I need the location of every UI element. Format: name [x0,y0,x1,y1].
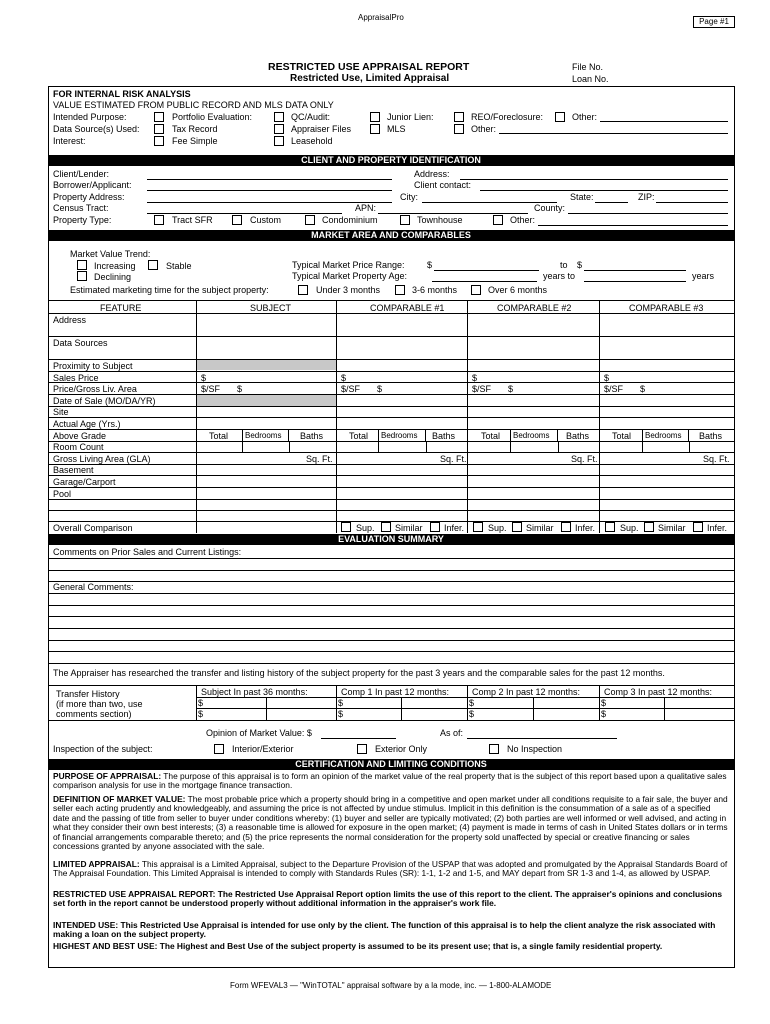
grid-row-line [48,336,735,337]
room-sub-line [689,441,690,452]
reo-label: REO/Foreclosure: [471,112,544,122]
condominium-label: Condominium [322,215,378,225]
report-subtitle: Restricted Use, Limited Appraisal [290,73,450,84]
limited-paragraph [53,860,729,879]
comp1-12-label: Comp 1 In past 12 months: [341,687,450,697]
zip-field[interactable] [656,202,728,203]
townhouse-label: Townhouse [417,215,463,225]
transfer-line [196,708,735,709]
transfer-line [48,685,735,686]
appraiser-files-checkbox[interactable] [274,124,284,134]
apn-label: APN: [355,203,377,213]
stable-checkbox[interactable] [148,260,158,270]
comp1-per-sf-dollar: $ [377,384,383,394]
comp1-per-sf: $/SF [341,384,361,394]
comment-line [48,605,735,606]
row-label: Sales Price [53,373,99,383]
comment-line [48,663,735,664]
as-of-field[interactable] [467,738,617,739]
client-address-field[interactable] [460,179,728,180]
grid-row-line [48,382,735,383]
frame-left [48,86,49,968]
other-type-field[interactable] [538,225,728,226]
under-3-checkbox[interactable] [298,285,308,295]
subject-baths: Baths [300,431,324,441]
row-label: Price/Gross Liv. Area [53,384,137,394]
comp3-similar: Similar [658,523,686,533]
tax-record-label: Tax Record [172,124,218,134]
exterior-only-label: Exterior Only [375,744,428,754]
stable-label: Stable [166,261,192,271]
comp1-transfer-dollar-2: $ [338,709,344,719]
room-sub-line [378,441,379,452]
other-source-label: Other: [471,124,497,134]
interior-exterior-checkbox[interactable] [214,744,224,754]
comp3-per-sf: $/SF [604,384,624,394]
comp1-sales-dollar: $ [341,373,347,383]
comment-line [48,570,735,571]
comp2-baths: Baths [566,431,590,441]
transfer-col-line [336,685,337,720]
city-label: City: [400,192,418,202]
leasehold-checkbox[interactable] [274,136,284,146]
comp3-sales-dollar: $ [604,373,610,383]
room-sub-line [289,441,290,452]
qc-audit-label: QC/Audit: [291,112,331,122]
subject-bedrooms: Bedrooms [245,431,282,440]
comp1-similar-checkbox[interactable] [381,522,391,532]
property-age-label: Typical Market Property Age: [292,271,408,281]
other-purpose-checkbox[interactable] [555,112,565,122]
subject-proximity-shade [197,360,336,370]
comp1-total: Total [349,431,369,441]
transfer-history-note2: comments section) [56,709,132,719]
comp3-sqft: Sq. Ft. [703,454,730,464]
risk-heading: FOR INTERNAL RISK ANALYSIS [53,89,191,99]
room-sub-line [510,441,511,452]
comment-line [48,640,735,641]
definition-paragraph [53,795,729,851]
col-feature: FEATURE [100,303,142,313]
comp1-baths: Baths [432,431,456,441]
purpose-text: The purpose of this appraisal is to form an opinion of the market value of the real property that is the subject of this report based upon a qualitative sales comparison analysis for use in the mortgage finance transaction. [53,771,727,791]
comp2-similar: Similar [526,523,554,533]
property-address-label: Property Address: [53,192,125,202]
census-tract-field[interactable] [147,213,342,214]
3-6-months-label: 3-6 months [412,285,458,295]
comp1-transfer-dollar-1: $ [338,698,344,708]
room-sub-line [426,441,427,452]
row-label: Overall Comparison [53,523,133,533]
comp2-bedrooms: Bedrooms [513,431,550,440]
declining-checkbox[interactable] [77,271,87,281]
custom-label: Custom [250,215,282,225]
grid-row-line [48,417,735,418]
comp2-sup: Sup. [488,523,507,533]
qc-audit-checkbox[interactable] [274,112,284,122]
row-label: Date of Sale (MO/DA/YR) [53,396,156,406]
townhouse-checkbox[interactable] [400,215,410,225]
frame-bottom [48,967,735,968]
certification-section-header: CERTIFICATION AND LIMITING CONDITIONS [48,759,734,770]
grid-row-line [48,464,735,465]
comp1-bedrooms: Bedrooms [381,431,418,440]
comp3-12-label: Comp 3 In past 12 months: [604,687,713,697]
value-estimated-note: VALUE ESTIMATED FROM PUBLIC RECORD AND MLS DATA ONLY [53,100,334,110]
transfer-line [48,720,735,721]
other-type-label: Other: [510,215,536,225]
comp3-transfer-dollar-2: $ [601,709,607,719]
row-label: Above Grade [53,431,107,441]
grid-row-line [48,359,735,360]
age-high-field[interactable] [584,281,686,282]
loan-no-label: Loan No. [572,74,609,84]
age-low-field[interactable] [432,281,537,282]
report-title: RESTRICTED USE APPRAISAL REPORT [268,61,470,73]
transfer-sub-line [664,697,665,720]
reo-checkbox[interactable] [454,112,464,122]
row-label: Pool [53,489,72,499]
subject-transfer-dollar-2: $ [198,709,204,719]
zip-label: ZIP: [638,192,655,202]
comp1-sup-checkbox[interactable] [341,522,351,532]
col-comp1: COMPARABLE #1 [370,303,445,313]
subject-total: Total [209,431,229,441]
col-subject: SUBJECT [250,303,292,313]
comp1-sup: Sup. [356,523,375,533]
market-section-header: MARKET AREA AND COMPARABLES [48,230,734,241]
age-years-to: years to [543,271,576,281]
comp3-sup: Sup. [620,523,639,533]
increasing-checkbox[interactable] [77,260,87,270]
intended-purpose-label: Intended Purpose: [53,112,127,122]
limited-text: This appraisal is a Limited Appraisal, subject to the Departure Provision of the USPAP that was adopted and promulgated by the Appraisal Standards Board of The Appraisal Foundation. This Limited Appraisal is intended to comply with Standards Rules (SR): 1-1, 1-2 and 1-5, and MAY depart from SR 1-3 and 1-4, as allowed by USPAP. [53,859,728,879]
comp2-transfer-dollar-1: $ [469,698,475,708]
subject-date-shade [197,395,336,406]
frame-top [48,86,735,87]
opinion-label: Opinion of Market Value: $ [206,728,312,738]
client-contact-field[interactable] [480,190,728,191]
as-of-label: As of: [440,728,464,738]
file-no-label: File No. [572,62,604,72]
room-sub-line [558,441,559,452]
row-label: Basement [53,465,94,475]
client-lender-field[interactable] [147,179,392,180]
comp2-total: Total [481,431,501,441]
transfer-col-line [196,685,197,720]
subject-sales-dollar: $ [201,373,207,383]
price-range-high-field[interactable] [584,270,686,271]
row-label: Room Count [53,442,104,452]
comp2-sales-dollar: $ [472,373,478,383]
comp1-similar: Similar [395,523,423,533]
other-type-checkbox[interactable] [493,215,503,225]
over-6-label: Over 6 months [488,285,548,295]
comp2-12-label: Comp 2 In past 12 months: [472,687,581,697]
subject-transfer-dollar-1: $ [198,698,204,708]
grid-row-line [48,406,735,407]
transfer-sub-line [401,697,402,720]
tract-sfr-label: Tract SFR [172,215,213,225]
junior-lien-label: Junior Lien: [387,112,434,122]
row-label: Site [53,407,69,417]
county-field[interactable] [568,213,728,214]
other-purpose-field[interactable] [600,121,728,122]
subject-per-sf: $/SF [201,384,221,394]
interest-label: Interest: [53,136,86,146]
row-label: Actual Age (Yrs.) [53,419,121,429]
price-range-low-field[interactable] [434,270,539,271]
comp3-transfer-dollar-1: $ [601,698,607,708]
grid-row-line [48,452,735,453]
purpose-label: PURPOSE OF APPRAISAL: [53,771,162,781]
3-6-months-checkbox[interactable] [395,285,405,295]
other-source-checkbox[interactable] [454,124,464,134]
condominium-checkbox[interactable] [305,215,315,225]
client-contact-label: Client contact: [414,180,472,190]
subject-sqft: Sq. Ft. [306,454,333,464]
no-inspection-label: No Inspection [507,744,563,754]
comp2-transfer-dollar-2: $ [469,709,475,719]
col-comp3: COMPARABLE #3 [629,303,704,313]
comp2-similar-checkbox[interactable] [512,522,522,532]
definition-text: The most probable price which a property should bring in a competitive and open market under all conditions requisite to a fair sale, the buyer and seller each acting prudently and knowledgeably, and assuming the price is not affected by undue stimulus. Implicit in this definition is the consummation of a sale as of a specified date and the passing of title from seller to buyer under conditions whereby: (1) buyer and seller are typically motivated; (2) both parties are well informed or well advised, and acting in what they consider their own best interests; (3) a reasonable time is allowed for exposure in the open market; (4) payment is made in terms of cash in United States dollars or in terms of financial arrangements comparable thereto; and (5) the price represents the normal consideration for the property sold unaffected by special or creative financing or sales concessions granted by anyone associated with the sale. [53,794,728,852]
census-tract-label: Census Tract: [53,203,109,213]
app-name: AppraisalPro [358,13,404,22]
row-label: Data Sources [53,338,108,348]
comp3-infer: Infer. [707,523,728,533]
grid-row-line [48,521,735,522]
borrower-field[interactable] [147,190,392,191]
evaluation-section-header: EVALUATION SUMMARY [48,534,734,545]
subject-36-label: Subject In past 36 months: [201,687,308,697]
row-label: Gross Living Area (GLA) [53,454,151,464]
grid-row-line [48,441,735,442]
grid-header-line [48,313,735,314]
prior-sales-label: Comments on Prior Sales and Current Listings: [53,547,242,557]
price-range-dollar: $ [427,260,433,270]
marketing-time-label: Estimated marketing time for the subject property: [70,285,269,295]
portfolio-checkbox[interactable] [154,112,164,122]
appraiser-files-label: Appraiser Files [291,124,352,134]
restricted-paragraph: RESTRICTED USE APPRAISAL REPORT: The Restricted Use Appraisal Report option limits the use of this report to the client. The appraiser's opinions and conclusions set forth in the report cannot be understood properly without additional information in the appraiser's work file. [53,889,722,909]
price-range-to: to [560,260,568,270]
tax-record-checkbox[interactable] [154,124,164,134]
county-label: County: [534,203,566,213]
grid-row-line [48,475,735,476]
highest-best-use-paragraph: HIGHEST AND BEST USE: The Highest and Best Use of the subject property is assumed to be its present use; that is, a single family residential property. [53,941,663,951]
mls-label: MLS [387,124,406,134]
state-field[interactable] [595,202,628,203]
no-inspection-checkbox[interactable] [489,744,499,754]
limited-label: LIMITED APPRAISAL: [53,859,140,869]
declining-label: Declining [94,272,132,282]
comment-line [48,593,735,594]
transfer-col-line [599,685,600,720]
row-label: Address [53,315,87,325]
transfer-history-note1: (if more than two, use [56,699,143,709]
opinion-value-field[interactable] [321,738,396,739]
comment-line [48,651,735,652]
page-number: Page #1 [693,16,735,28]
client-lender-label: Client/Lender: [53,169,110,179]
comp2-per-sf-dollar: $ [508,384,514,394]
fee-simple-checkbox[interactable] [154,136,164,146]
client-address-label: Address: [414,169,450,179]
transfer-sub-line [266,697,267,720]
comp1-infer-checkbox[interactable] [430,522,440,532]
grid-row-line [48,487,735,488]
comp3-similar-checkbox[interactable] [644,522,654,532]
transfer-col-line [467,685,468,720]
junior-lien-checkbox[interactable] [370,112,380,122]
price-range-dollar2: $ [577,260,583,270]
tract-sfr-checkbox[interactable] [154,215,164,225]
comp2-infer: Infer. [575,523,596,533]
age-years: years [692,271,715,281]
room-sub-line [642,441,643,452]
general-comments-label: General Comments: [53,582,134,592]
row-label: Proximity to Subject [53,361,133,371]
comp1-sqft: Sq. Ft. [440,454,467,464]
data-sources-label: Data Source(s) Used: [53,124,140,134]
comp2-sup-checkbox[interactable] [473,522,483,532]
portfolio-label: Portfolio Evaluation: [172,112,253,122]
client-section-header: CLIENT AND PROPERTY IDENTIFICATION [48,155,734,166]
comp2-infer-checkbox[interactable] [561,522,571,532]
room-sub-line [242,441,243,452]
intended-use-paragraph: INTENDED USE: This Restricted Use Appraisal is intended for use only by the client. The function of this appraisal is to help the client analyze the risk associated with making a loan on the subject property. [53,920,716,940]
research-statement: The Appraiser has researched the transfer and listing history of the subject property for the past 3 years and the comparable sales for the past 12 months. [53,668,665,678]
transfer-sub-line [533,697,534,720]
comp3-total: Total [612,431,632,441]
comp3-sup-checkbox[interactable] [605,522,615,532]
increasing-label: Increasing [94,261,136,271]
state-label: State: [570,192,594,202]
other-purpose-label: Other: [572,112,598,122]
form-footer: Form WFEVAL3 — "WinTOTAL" appraisal software by a la mode, inc. — 1-800-ALAMODE [230,981,552,990]
apn-field[interactable] [378,213,528,214]
comp3-infer-checkbox[interactable] [693,522,703,532]
comp3-per-sf-dollar: $ [640,384,646,394]
grid-row-line [48,394,735,395]
comp2-per-sf: $/SF [472,384,492,394]
subject-per-sf-dollar: $ [237,384,243,394]
comp2-sqft: Sq. Ft. [571,454,598,464]
under-3-label: Under 3 months [316,285,381,295]
frame-right [734,86,735,968]
comp3-bedrooms: Bedrooms [645,431,682,440]
price-range-label: Typical Market Price Range: [292,260,405,270]
col-comp2: COMPARABLE #2 [497,303,572,313]
row-label: Garage/Carport [53,477,116,487]
mls-checkbox[interactable] [370,124,380,134]
interior-exterior-label: Interior/Exterior [232,744,294,754]
grid-row-line [48,499,735,500]
market-trend-label: Market Value Trend: [70,249,151,259]
borrower-label: Borrower/Applicant: [53,180,132,190]
comment-line [48,628,735,629]
custom-checkbox[interactable] [232,215,242,225]
transfer-history-label: Transfer History [56,689,120,699]
comp1-infer: Infer. [444,523,465,533]
comp3-baths: Baths [699,431,723,441]
over-6-checkbox[interactable] [471,285,481,295]
comment-line [48,616,735,617]
fee-simple-label: Fee Simple [172,136,218,146]
inspection-label: Inspection of the subject: [53,744,153,754]
comment-line [48,558,735,559]
grid-row-line [48,510,735,511]
property-type-label: Property Type: [53,215,112,225]
purpose-paragraph [53,772,729,791]
transfer-line [196,697,735,698]
exterior-only-checkbox[interactable] [357,744,367,754]
leasehold-label: Leasehold [291,136,333,146]
grid-row-line [48,371,735,372]
comment-line [48,581,735,582]
other-source-field[interactable] [499,133,728,134]
grid-top-line [48,300,735,301]
definition-label: DEFINITION OF MARKET VALUE: [53,794,186,804]
